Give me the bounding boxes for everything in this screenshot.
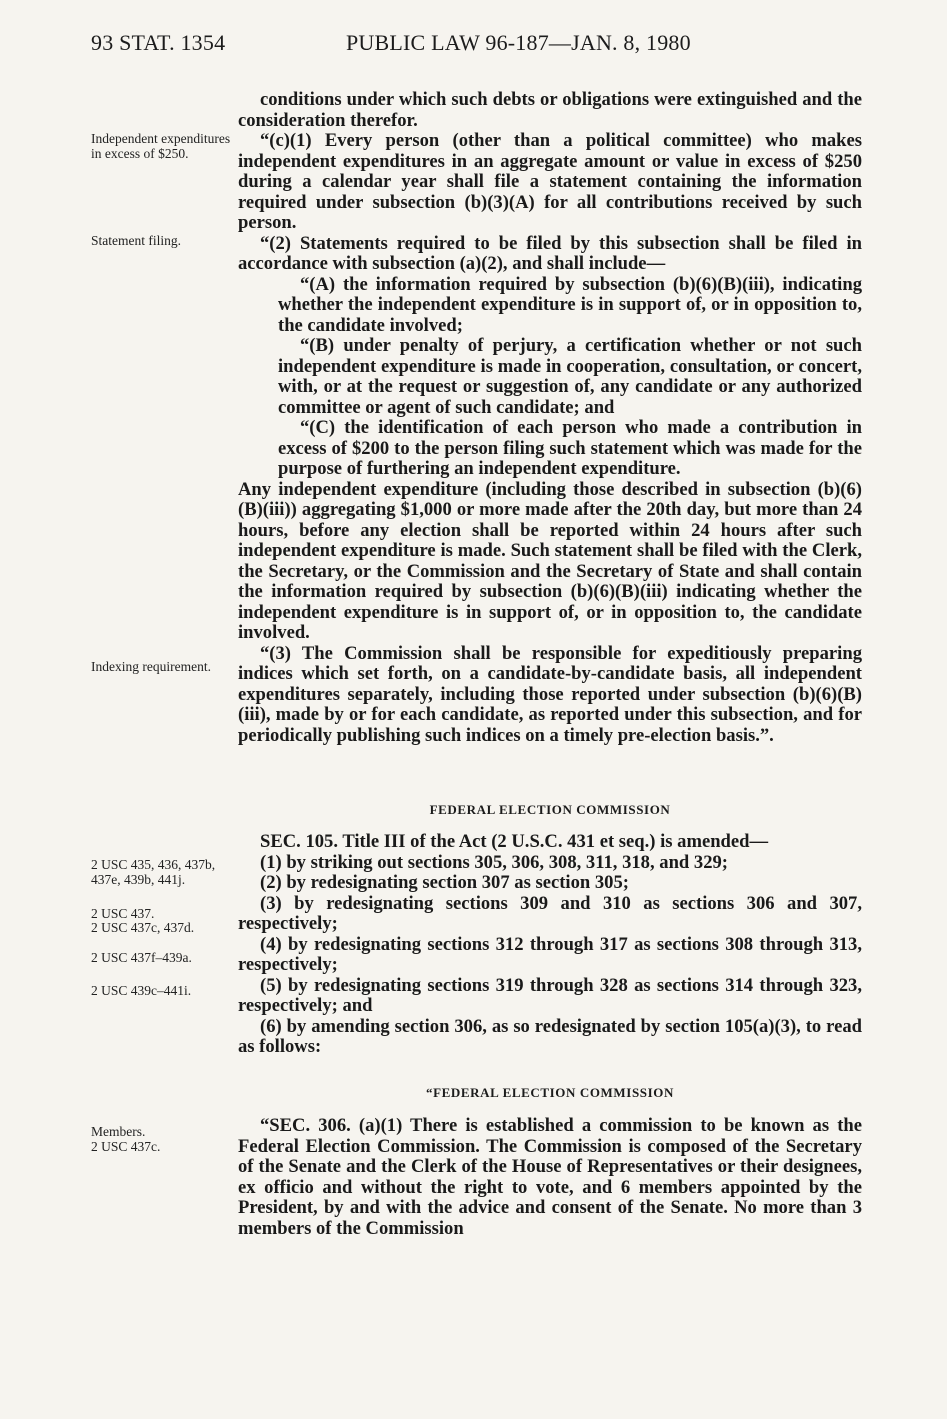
paragraph-c3: “(3) The Commission shall be responsible for expeditiously preparing indices which set forth, on a candidate-by-candidate basis, all independent expenditures separately, including those reported under subsection (b)(6)(B)(iii), made by or for each candidate, as reported under this subsection, and for periodically publishing such indices on a timely pre-election basis.”.	[238, 642, 862, 746]
sec306-text: “SEC. 306. (a)(1) There is established a commission to be known as the Federal Election Commission. The Commission is composed of the Secretary of the Senate and the Clerk of the House of Representatives or their designees, ex officio and without the right to vote, and 6 members appointed by the President, by and with the advice and consent of the Senate. No more than 3 members of the Commission	[238, 1115, 862, 1239]
paragraph-c1: “(c)(1) Every person (other than a political committee) who makes independent expenditures in an aggregate amount or value in excess of $250 during a calendar year shall file a statement containing the information required under subsection (b)(3)(A) for all contributions received by such person.	[238, 130, 862, 233]
sec105-item-6: (6) by amending section 306, as so redesignated by section 105(a)(3), to read as follows:	[238, 1015, 862, 1057]
margin-note-usc-5: 2 USC 439c–441i.	[91, 983, 192, 998]
margin-note-usc-4: 2 USC 437f–439a.	[91, 950, 192, 965]
margin-note-usc-2: 2 USC 437.	[91, 906, 155, 921]
margin-note-usc-1: 2 USC 435, 436, 437b, 437e, 439b, 441j.	[91, 857, 216, 887]
sec105-item-1: (1) by striking out sections 305, 306, 308, 311, 318, and 329;	[260, 851, 728, 873]
sec105-intro: SEC. 105. Title III of the Act (2 U.S.C. 431 et seq.) is amended—	[260, 831, 769, 852]
paragraph-c2: “(2) Statements required to be filed by this subsection shall be filed in accordance with subsection (a)(2), and shall include—	[238, 232, 862, 274]
sec105-item-4: (4) by redesignating sections 312 through 317 as sections 308 through 313, respectively;	[238, 933, 862, 975]
margin-note-independent: Independent expenditures in excess of $250.	[91, 131, 231, 161]
margin-note-statement-filing: Statement filing.	[91, 233, 181, 248]
sec105-item-5: (5) by redesignating sections 319 through 328 as sections 314 through 323, respectively; and	[238, 974, 862, 1016]
margin-note-indexing: Indexing requirement.	[91, 659, 211, 674]
paragraph-c2-reporting: Any independent expenditure (including those described in subsection (b)(6)(B)(iii)) aggregating $1,000 or more made after the 20th day, but more than 24 hours, before any election shall be reported within 24 hours after such independent expenditure is made. Such statement shall be filed with the Clerk, the Secretary, or the Commission and the Secretary of State and shall contain the information required by subsection (b)(6)(B)(iii) indicating whether the independent expenditure is in support of, or in opposition to, the candidate involved.	[238, 478, 862, 643]
page-running-title: PUBLIC LAW 96-187—JAN. 8, 1980	[346, 30, 691, 55]
margin-note-members-usc: 2 USC 437c.	[91, 1139, 161, 1154]
sec105-item-2: (2) by redesignating section 307 as section 305;	[260, 872, 629, 893]
sec105-item-3: (3) by redesignating sections 309 and 310 as sections 306 and 307, respectively;	[238, 892, 862, 934]
paragraph-c2-b: “(B) under penalty of perjury, a certification whether or not such independent expenditure is made in cooperation, consultation, or concert, with, or at the request or suggestion of, any candidate or any authorized committee or agent of such candidate; and	[278, 335, 862, 418]
margin-note-members: Members.	[91, 1124, 146, 1139]
paragraph-c2-c: “(C) the identification of each person who made a contribution in excess of $200 to the person filing such statement which was made for the purpose of furthering an independent expenditure.	[278, 417, 862, 479]
section-heading: FEDERAL ELECTION COMMISSION	[429, 802, 671, 817]
margin-note-usc-3: 2 USC 437c, 437d.	[91, 920, 195, 935]
paragraph-continuation: conditions under which such debts or obligations were extinguished and the consideration therefor.	[238, 89, 862, 131]
main-text-block-2	[238, 832, 862, 1058]
paragraph-c2-a: “(A) the information required by subsection (b)(6)(B)(iii), indicating whether the independent expenditure is in support of, or in opposition to, the candidate involved;	[278, 273, 862, 336]
main-text-block-3	[238, 1116, 862, 1239]
main-text-block-1	[238, 90, 862, 746]
quoted-section-heading: “FEDERAL ELECTION COMMISSION	[426, 1085, 674, 1100]
page-stat-number: 93 STAT. 1354	[91, 30, 226, 55]
